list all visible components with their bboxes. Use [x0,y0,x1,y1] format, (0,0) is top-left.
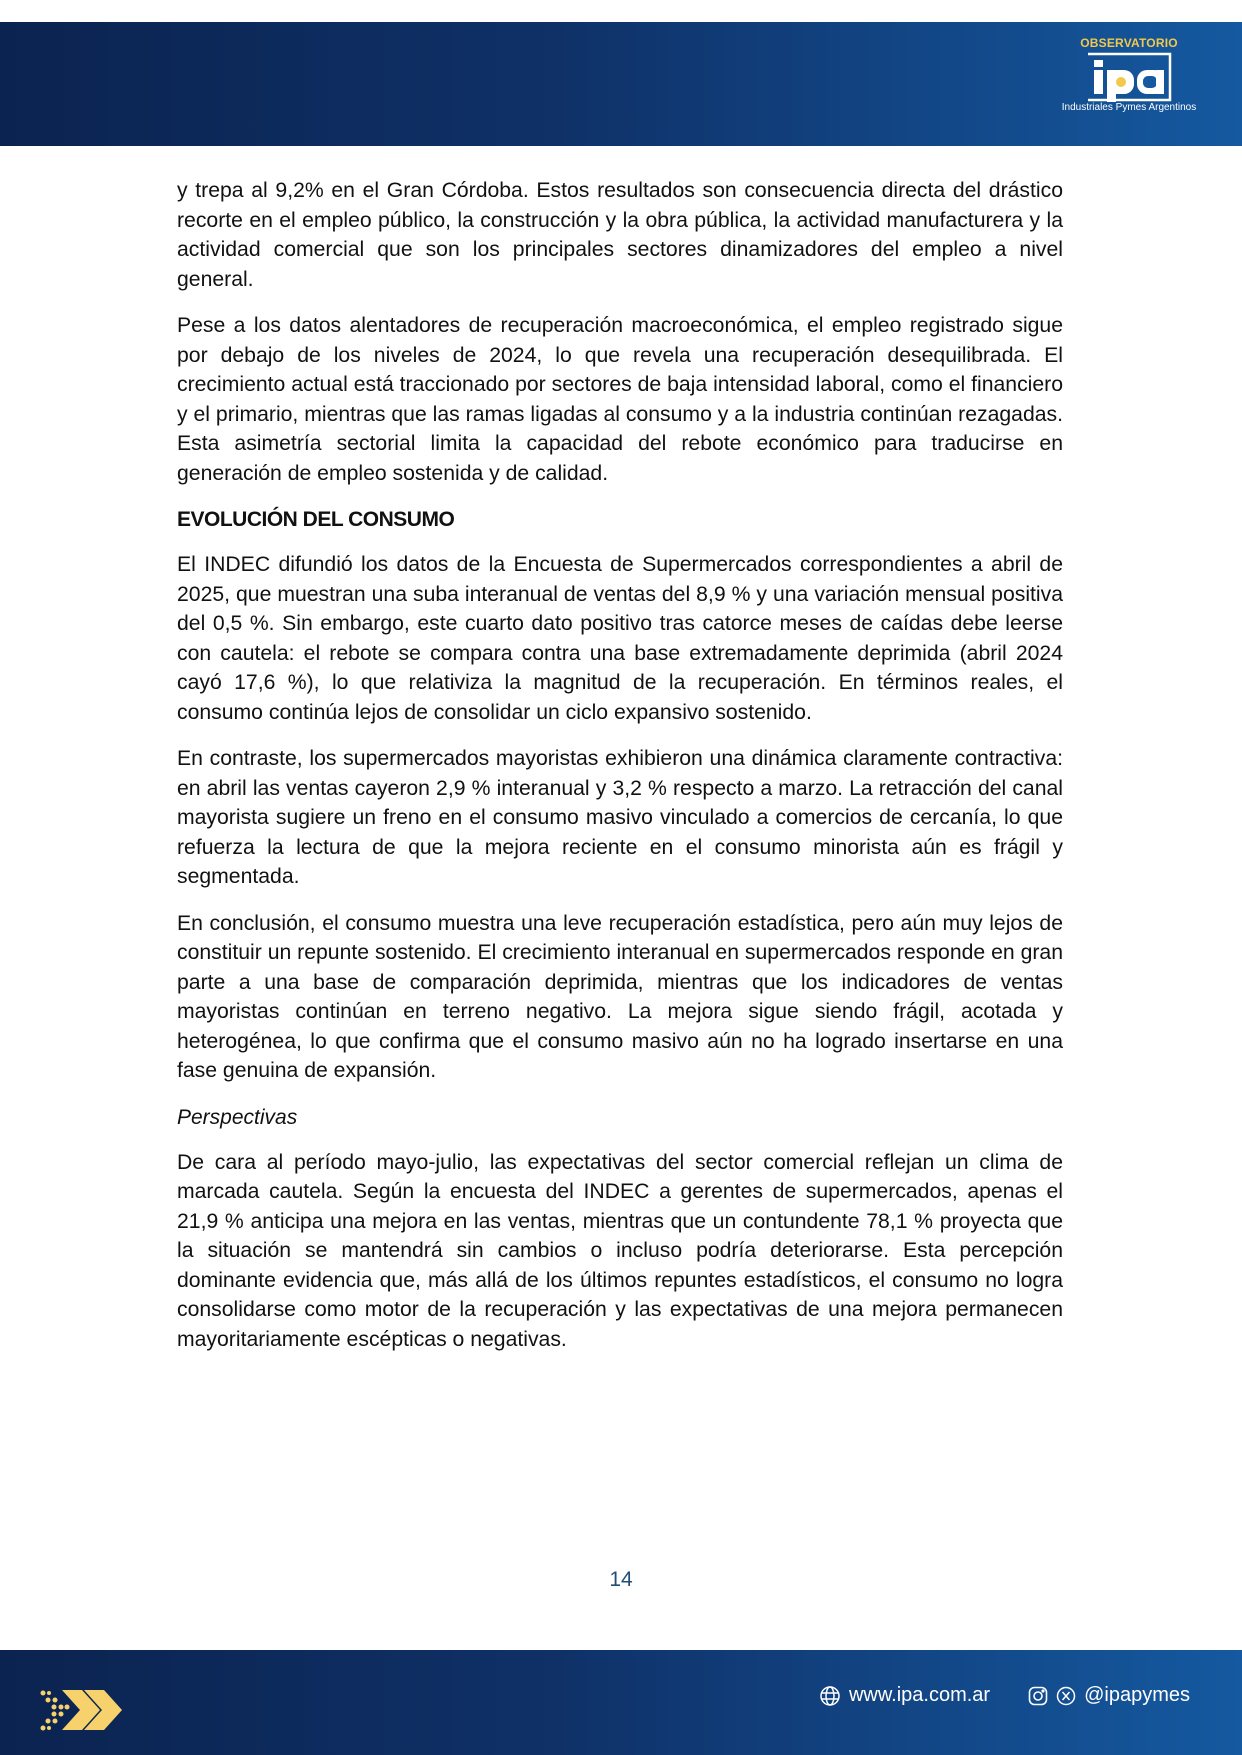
page-number: 14 [609,1568,633,1591]
paragraph: y trepa al 9,2% en el Gran Córdoba. Estos resultados son consecuencia directa del drástico recorte en el empleo público, la construcción y la obra pública, la actividad manufacturera y la actividad comercial que son los principales sectores dinamizadores del empleo a nivel general. [177,179,1063,291]
paragraph: El INDEC difundió los datos de la Encuesta de Supermercados correspondientes a abril de 2025, que muestran una suba interanual de ventas del 8,9 % y una variación mensual positiva del 0,5 %. Sin embargo, este cuarto dato positivo tras catorce meses de caídas debe leerse con cautela: el rebote se compara contra una base extremadamente deprimida (abril 2024 cayó 17,6 %), lo que relativiza la magnitud de la recuperación. En términos reales, el consumo continúa lejos de consolidar un ciclo expansivo sostenido. [177,553,1063,724]
subheading: Perspectivas [177,1105,298,1129]
x-icon[interactable] [1056,1686,1076,1706]
page-header [0,22,1242,146]
arrows-logo-icon [38,1688,128,1739]
page-footer [0,1650,1242,1755]
social-handle[interactable]: @ipapymes [1084,1684,1190,1706]
paragraph: En conclusión, el consumo muestra una leve recuperación estadística, pero aún muy lejos de constituir un repunte sostenido. El crecimiento interanual en supermercados responde en gran parte a una base de comparación deprimida, mientras que los indicadores de ventas mayoristas continúan en terreno negativo. La mejora sigue siendo frágil, acotada y heterogénea, lo que confirma que el consumo masivo aún no ha logrado insertarse en una fase genuina de expansión. [177,911,1063,1082]
logo-top-label: OBSERVATORIO [1080,36,1178,50]
paragraph: Pese a los datos alentadores de recuperación macroeconómica, el empleo registrado sigue por debajo de los niveles de 2024, lo que revela una recuperación desequilibrada. El crecimiento actual está traccionado por sectores de baja intensidad laboral, como el financiero y el primario, mientras que las ramas ligadas al consumo y a la industria continúan rezagadas. Esta asimetría sectorial limita la capacidad del rebote económico para traducirse en generación de empleo sostenida y de calidad. [177,314,1063,485]
website-link[interactable]: www.ipa.com.ar [848,1684,991,1706]
section-heading: EVOLUCIÓN DEL CONSUMO [177,508,455,531]
ipa-logo-mark-icon [1086,52,1172,100]
document-body [177,176,1063,1371]
footer-links [819,1684,1190,1707]
paragraph: En contraste, los supermercados mayoristas exhibieron una dinámica claramente contractiva: en abril las ventas cayeron 2,9 % interanual y 3,2 % respecto a marzo. La retracción del canal mayorista sugiere un freno en el consumo masivo vinculado a comercios de cercanía, lo que refuerza la lectura de que la mejora reciente en el consumo minorista aún es frágil y segmentada. [177,747,1063,888]
globe-icon [819,1685,841,1707]
paragraph: De cara al período mayo-julio, las expectativas del sector comercial reflejan un clima de marcada cautela. Según la encuesta del INDEC a gerentes de supermercados, apenas el 21,9 % anticipa una mejora en las ventas, mientras que un contundente 78,1 % proyecta que la situación se mantendrá sin cambios o incluso podría deteriorarse. Esta percepción dominante evidencia que, más allá de los últimos repuntes estadísticos, el consumo no logra consolidarse como motor de la recuperación y las expectativas de una mejora permanecen mayoritariamente escépticas o negativas. [177,1150,1063,1351]
instagram-icon[interactable] [1028,1686,1048,1706]
logo-subtitle: Industriales Pymes Argentinos [1061,102,1197,113]
ipa-logo [1054,36,1204,113]
